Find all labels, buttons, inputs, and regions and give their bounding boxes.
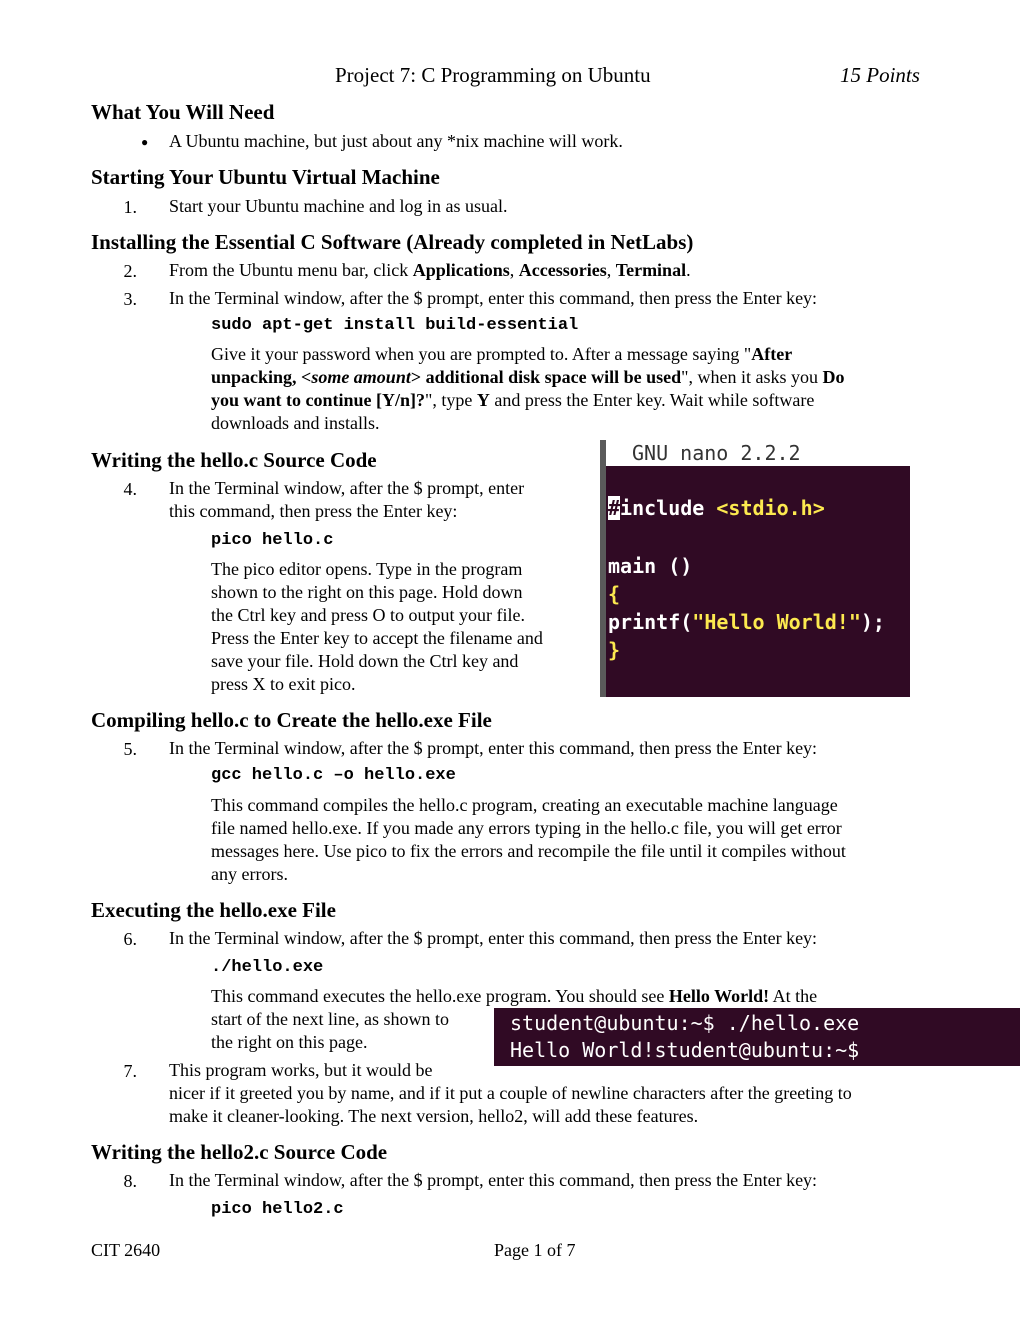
step-number: 1. <box>123 197 137 217</box>
step-number: 7. <box>123 1061 137 1081</box>
command-pico-hello2: pico hello2.c <box>211 1200 344 1219</box>
step-4-text: In the Terminal window, after the $ prompt, enter <box>169 478 525 498</box>
step-4-text: this command, then press the Enter key: <box>169 501 458 521</box>
step-6-text: In the Terminal window, after the $ prompt, enter this command, then press the Enter key: <box>169 928 818 948</box>
terminal-line-1: student@ubuntu:~$ ./hello.exe <box>510 1011 860 1035</box>
execute-para-line: start of the next line, as shown to <box>211 1009 449 1029</box>
points-label: 15 Points <box>840 63 920 87</box>
page-title: Project 7: C Programming on Ubuntu <box>335 63 651 87</box>
hello-para-line: Press the Enter key to accept the filename and <box>211 628 543 648</box>
terminal-line-2: Hello World!student@ubuntu:~$ <box>510 1038 860 1062</box>
compile-para-line: file named hello.exe. If you made any errors typing in the hello.c file, you will get error <box>211 818 842 838</box>
step-2-text: From the Ubuntu menu bar, click Applications, Accessories, Terminal. <box>169 260 691 280</box>
install-para-line: unpacking, <some amount> additional disk space will be used", when it asks you Do <box>211 367 845 387</box>
step-7-text: make it cleaner-looking. The next version, hello2, will add these features. <box>169 1106 699 1126</box>
nano-editor-screenshot <box>600 440 910 697</box>
command-pico-hello: pico hello.c <box>211 531 334 550</box>
nano-cursor: # <box>608 496 621 520</box>
nano-main-line: main () <box>608 554 693 578</box>
step-number: 6. <box>123 929 137 949</box>
nano-close-brace: } <box>608 638 621 662</box>
section-heading-start: Starting Your Ubuntu Virtual Machine <box>91 165 440 189</box>
section-heading-write-hello: Writing the hello.c Source Code <box>91 448 377 472</box>
step-7-text: nicer if it greeted you by name, and if it put a couple of newline characters after the greeting to <box>169 1083 852 1103</box>
section-heading-execute: Executing the hello.exe File <box>91 898 336 922</box>
section-heading-write-hello2: Writing the hello2.c Source Code <box>91 1140 388 1164</box>
section-heading-compile: Compiling hello.c to Create the hello.exe File <box>91 708 492 732</box>
execute-para-line: the right on this page. <box>211 1032 368 1052</box>
step-3-text: In the Terminal window, after the $ prompt, enter this command, then press the Enter key: <box>169 288 818 308</box>
nano-open-brace: { <box>608 582 621 606</box>
hello-para-line: the Ctrl key and press O to output your file. <box>211 605 525 625</box>
command-gcc: gcc hello.c –o hello.exe <box>211 766 456 785</box>
hello-para-line: The pico editor opens. Type in the program <box>211 559 523 579</box>
command-run-hello: ./hello.exe <box>211 958 324 977</box>
command-apt-get: sudo apt-get install build-essential <box>211 316 579 335</box>
step-5-text: In the Terminal window, after the $ prompt, enter this command, then press the Enter key: <box>169 738 818 758</box>
section-heading-need: What You Will Need <box>91 100 275 124</box>
nano-include-line: #include <stdio.h> <box>608 496 825 520</box>
need-bullet-text: A Ubuntu machine, but just about any *nix machine will work. <box>169 131 623 151</box>
nano-printf-line: printf("Hello World!"); <box>608 610 885 634</box>
step-8-text: In the Terminal window, after the $ prompt, enter this command, then press the Enter key: <box>169 1170 818 1190</box>
compile-para-line: This command compiles the hello.c program, creating an executable machine language <box>211 795 838 815</box>
nano-title: GNU nano 2.2.2 <box>632 441 801 465</box>
step-number: 8. <box>123 1171 137 1191</box>
step-1-text: Start your Ubuntu machine and log in as usual. <box>169 196 508 216</box>
step-number: 5. <box>123 739 137 759</box>
hello-para-line: save your file. Hold down the Ctrl key and <box>211 651 519 671</box>
compile-para-line: any errors. <box>211 864 288 884</box>
bullet-icon: ● <box>141 135 149 149</box>
footer-page-number: Page 1 of 7 <box>494 1240 576 1260</box>
install-para-line: Give it your password when you are prompted to. After a message saying "After <box>211 344 793 364</box>
install-para-line: downloads and installs. <box>211 413 380 433</box>
compile-para-line: messages here. Use pico to fix the errors and recompile the file until it compiles without <box>211 841 846 861</box>
install-para-line: you want to continue [Y/n]?", type Y and press the Enter key. Wait while software <box>211 390 815 410</box>
step-number: 4. <box>123 479 137 499</box>
hello-para-line: shown to the right on this page. Hold down <box>211 582 523 602</box>
terminal-screenshot <box>494 1008 1020 1066</box>
step-number: 2. <box>123 261 137 281</box>
step-7-text: This program works, but it would be <box>169 1060 433 1080</box>
step-number: 3. <box>123 289 137 309</box>
execute-para-line: This command executes the hello.exe program. You should see Hello World! At the <box>211 986 818 1006</box>
section-heading-install: Installing the Essential C Software (Already completed in NetLabs) <box>91 230 694 254</box>
footer-course: CIT 2640 <box>91 1240 161 1260</box>
hello-para-line: press X to exit pico. <box>211 674 356 694</box>
